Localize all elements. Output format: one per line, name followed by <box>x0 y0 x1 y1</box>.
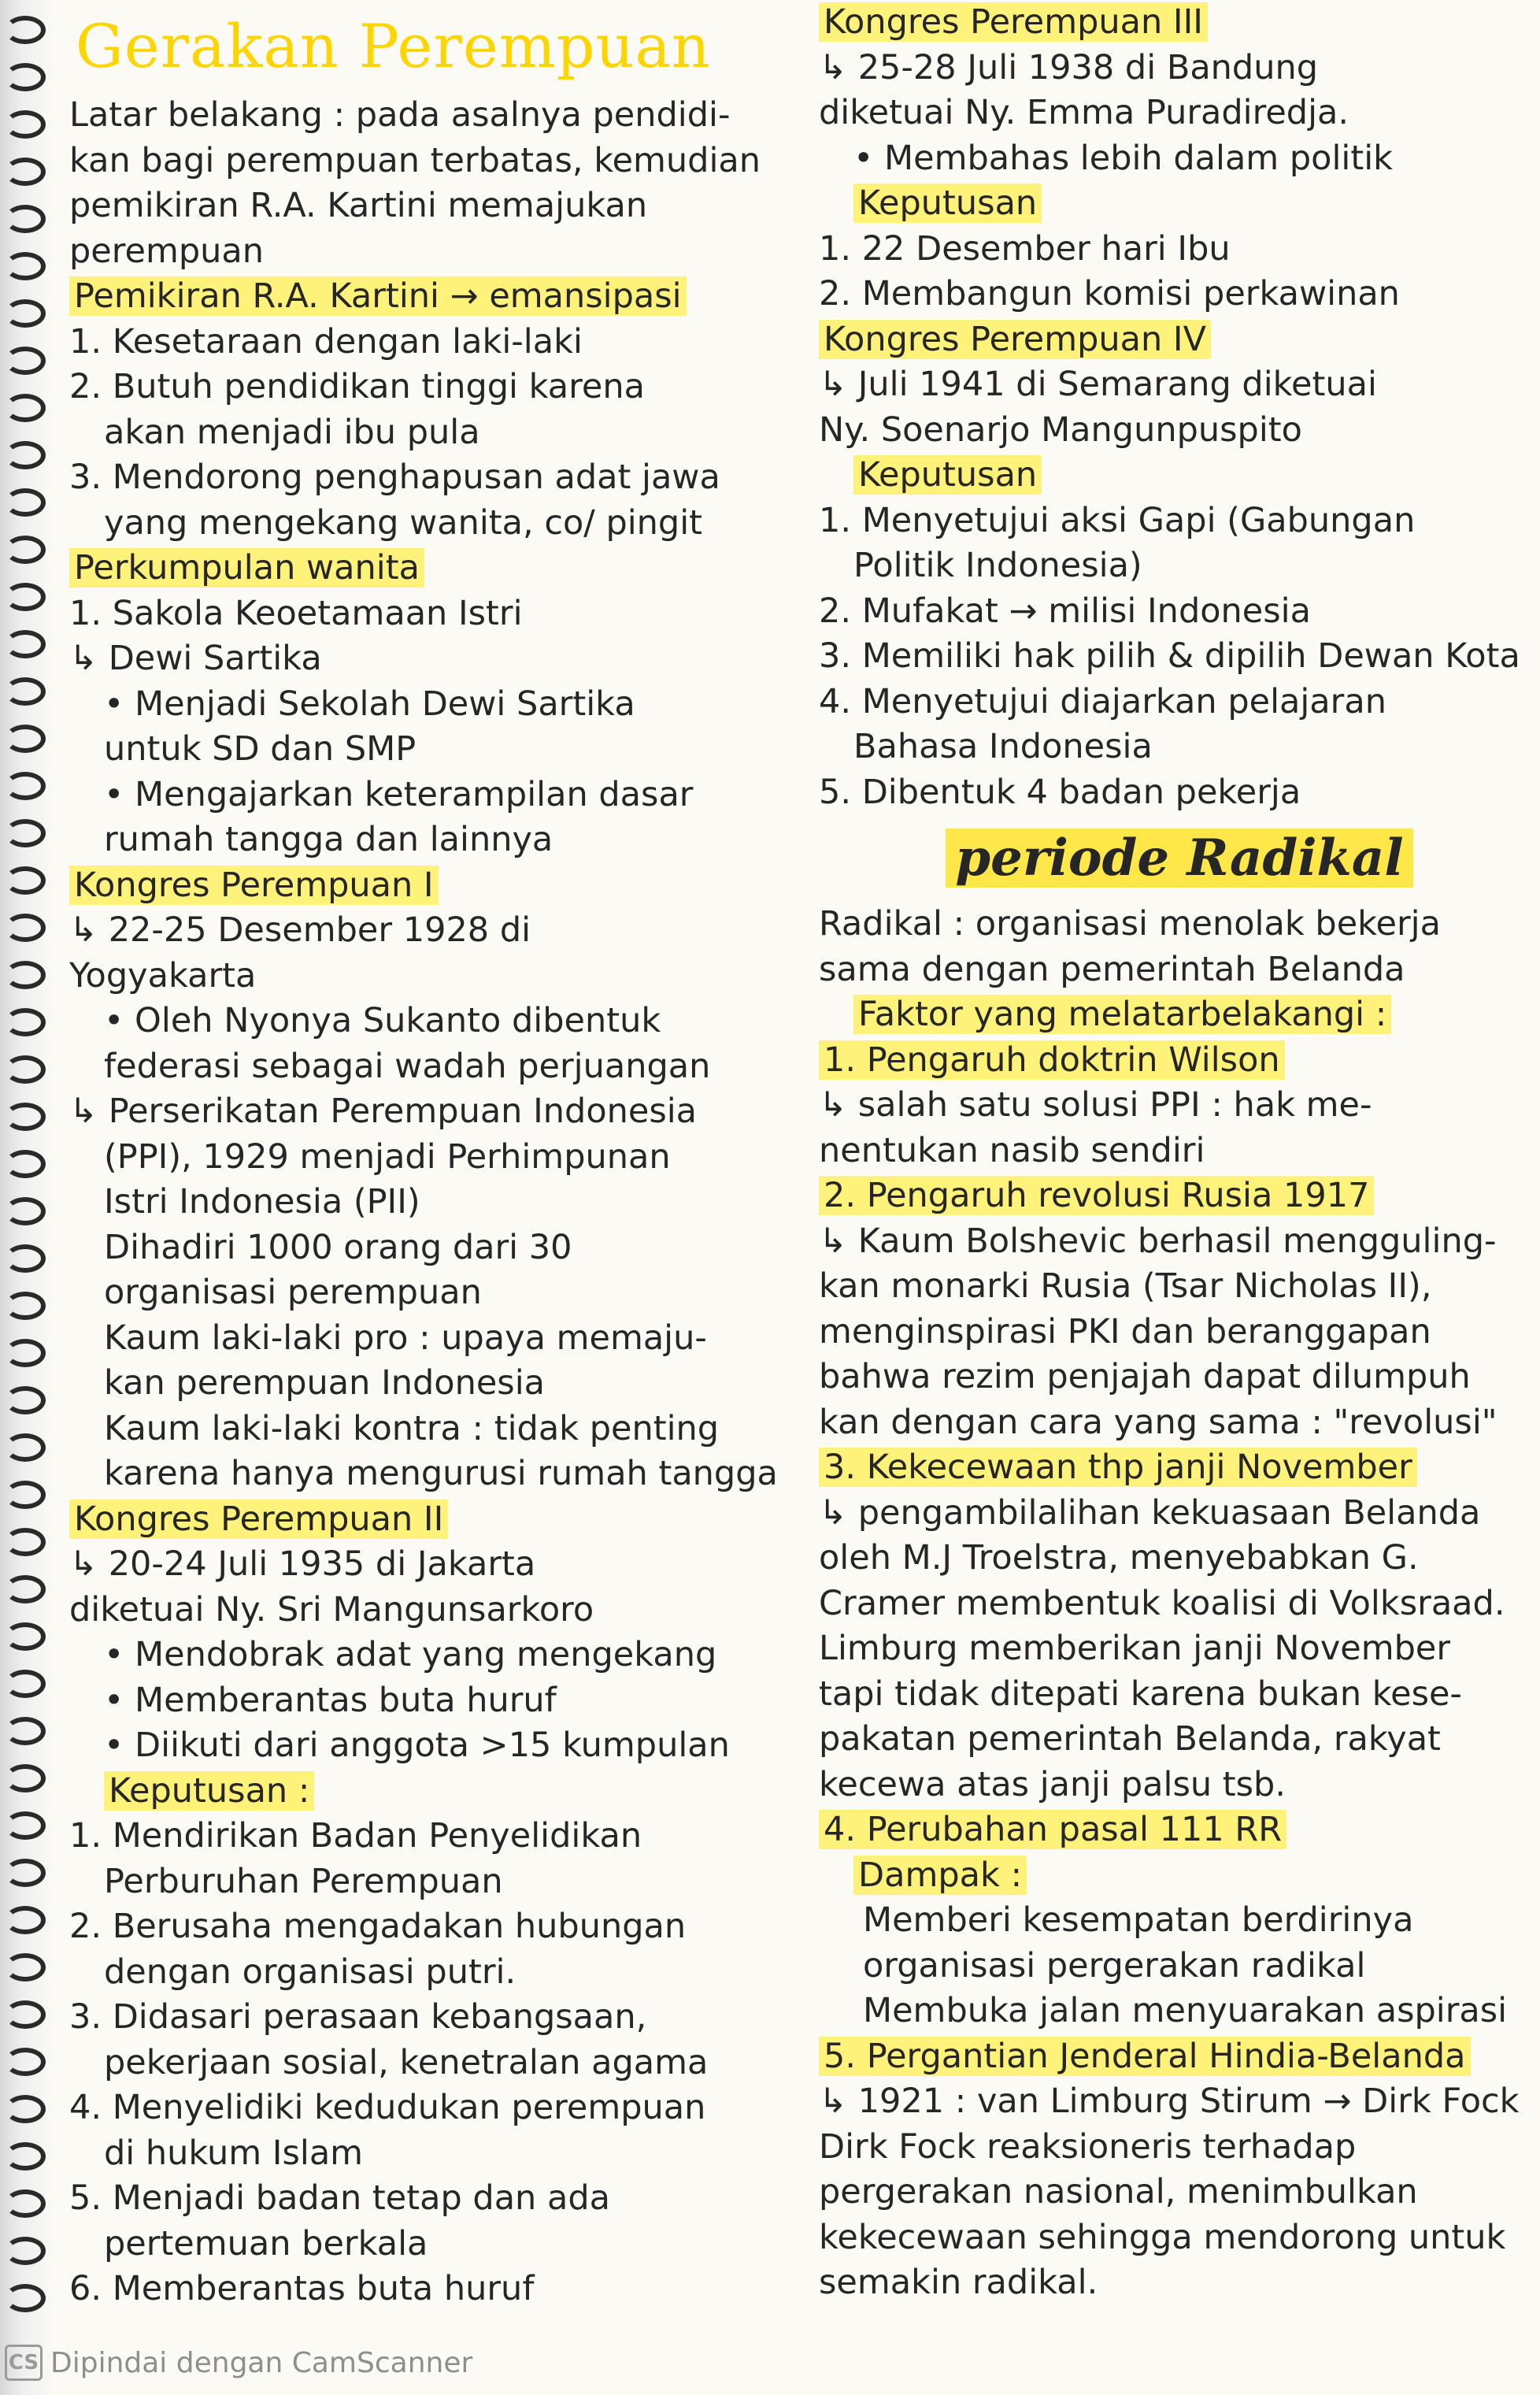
right-column <box>819 0 1540 2306</box>
note-text: ↳ salah satu solusi PPI : hak me- <box>819 1085 1372 1125</box>
note-line <box>819 136 1540 182</box>
note-text: Kaum laki-laki pro : upaya memaju- <box>104 1318 707 1358</box>
note-line <box>69 908 801 954</box>
note-text: pemikiran R.A. Kartini memajukan <box>69 186 648 225</box>
spiral-ring <box>5 158 46 186</box>
highlighted-text: Keputusan <box>853 455 1042 495</box>
note-line <box>819 272 1540 317</box>
note-text: 4. Menyetujui diajarkan pelajaran <box>819 681 1386 721</box>
spiral-ring <box>5 394 46 422</box>
note-line <box>819 362 1540 408</box>
highlighted-text: 3. Kekecewaan thp janji November <box>819 1448 1417 1487</box>
spiral-ring <box>5 1339 46 1367</box>
note-line <box>69 365 801 410</box>
spiral-ring <box>5 1292 46 1320</box>
highlighted-text: Dampak : <box>853 1856 1027 1895</box>
note-line <box>819 902 1540 947</box>
note-line <box>819 1807 1540 1853</box>
note-text: (PPI), 1929 menjadi Perhimpunan <box>104 1136 671 1177</box>
spiral-ring <box>5 2142 46 2171</box>
note-line <box>819 499 1540 544</box>
note-line <box>819 2034 1540 2080</box>
note-text: untuk SD dan SMP <box>104 729 416 769</box>
spiral-ring <box>5 1386 46 1414</box>
note-text: kan dengan cara yang sama : "revolusi" <box>819 1402 1497 1442</box>
note-line <box>69 139 801 184</box>
note-text: semakin radikal. <box>819 2263 1098 2302</box>
note-line <box>819 770 1540 816</box>
spiral-ring <box>5 819 46 847</box>
note-text: ↳ Dewi Sartika <box>69 639 322 678</box>
note-line <box>69 1904 801 1950</box>
spiral-ring <box>5 1528 46 1556</box>
section-title-periode-radikal <box>819 815 1540 902</box>
note-line <box>69 954 801 999</box>
note-line <box>69 2085 801 2131</box>
spiral-ring <box>5 299 46 328</box>
spiral-ring <box>5 1953 46 1982</box>
note-line <box>819 1264 1540 1310</box>
note-line <box>69 1451 801 1497</box>
note-text: 6. Memberantas buta huruf <box>69 2269 535 2308</box>
note-line <box>69 2267 801 2312</box>
note-line <box>819 1672 1540 1718</box>
note-line <box>819 1355 1540 1400</box>
note-line <box>819 2125 1540 2171</box>
note-text: Radikal : organisasi menolak bekerja <box>819 904 1441 944</box>
note-line <box>819 408 1540 454</box>
note-line <box>819 992 1540 1038</box>
note-text: dengan organisasi putri. <box>104 1952 516 1992</box>
right-notes-top <box>819 0 1540 815</box>
note-line <box>69 1270 801 1316</box>
note-line <box>69 455 801 501</box>
note-text: diketuai Ny. Sri Mangunsarkoro <box>69 1589 594 1629</box>
note-text: Yogyakarta <box>69 955 257 995</box>
note-text: kekecewaan sehingga mendorong untuk <box>819 2217 1506 2257</box>
note-line <box>69 410 801 456</box>
note-text: 3. Didasari perasaan kebangsaan, <box>69 1997 647 2037</box>
note-line <box>69 1407 801 1452</box>
note-line <box>819 1083 1540 1129</box>
note-text: di hukum Islam <box>104 2133 364 2173</box>
spiral-ring <box>5 110 46 139</box>
note-line <box>69 2222 801 2267</box>
note-text: Kaum laki-laki kontra : tidak penting <box>104 1408 720 1448</box>
note-line <box>819 2215 1540 2261</box>
note-line <box>69 1225 801 1271</box>
spiral-ring <box>5 347 46 375</box>
note-line <box>819 543 1540 589</box>
note-line <box>69 2131 801 2177</box>
note-line <box>819 680 1540 725</box>
note-line <box>69 93 801 139</box>
note-line <box>819 1536 1540 1581</box>
note-line <box>69 1995 801 2041</box>
note-line <box>69 229 801 275</box>
highlighted-text: Perkumpulan wanita <box>69 548 424 588</box>
note-text: Politik Indonesia) <box>853 546 1142 585</box>
note-line <box>819 634 1540 680</box>
spiral-ring <box>5 536 46 564</box>
spiral-ring <box>5 2048 46 2076</box>
note-text: federasi sebagai wadah perjuangan <box>104 1046 711 1086</box>
note-text: ↳ 1921 : van Limburg Stirum → Dirk Fock <box>819 2082 1520 2121</box>
note-line <box>819 46 1540 91</box>
spiral-ring <box>5 1811 46 1840</box>
note-line <box>819 1717 1540 1763</box>
note-line <box>69 863 801 909</box>
note-line <box>69 274 801 320</box>
note-text: • Menjadi Sekolah Dewi Sartika <box>104 684 635 724</box>
spiral-ring <box>5 1575 46 1603</box>
spiral-ring <box>5 1008 46 1036</box>
note-line <box>69 999 801 1044</box>
note-text: Memberi kesempatan berdirinya <box>863 1900 1414 1940</box>
note-line <box>819 1626 1540 1672</box>
highlighted-text: 4. Perubahan pasal 111 RR <box>819 1810 1286 1849</box>
note-text: rumah tangga dan lainnya <box>104 820 553 859</box>
note-text: pertemuan berkala <box>104 2223 428 2263</box>
note-line <box>69 320 801 365</box>
spiral-ring <box>5 1717 46 1745</box>
note-line <box>69 1769 801 1815</box>
note-text: 3. Memiliki hak pilih & dipilih Dewan Kota <box>819 636 1520 676</box>
spiral-ring <box>5 488 46 517</box>
highlighted-text: Pemikiran R.A. Kartini → emansipasi <box>69 276 687 316</box>
note-text: ↳ Perserikatan Perempuan Indonesia <box>69 1092 698 1131</box>
note-text: 3. Mendorong penghapusan adat jawa <box>69 458 720 497</box>
note-text: Latar belakang : pada asalnya pendidi- <box>69 95 731 135</box>
note-text: tapi tidak ditepati karena bukan kese- <box>819 1674 1462 1714</box>
note-line <box>819 1898 1540 1944</box>
note-text: kecewa atas janji palsu tsb. <box>819 1764 1286 1804</box>
spiral-ring <box>5 2284 46 2312</box>
note-line <box>69 1316 801 1362</box>
note-line <box>819 1038 1540 1084</box>
note-text: menginspirasi PKI dan beranggapan <box>819 1311 1431 1351</box>
spiral-ring <box>5 1055 46 1084</box>
note-line <box>819 2170 1540 2215</box>
spiral-ring <box>5 961 46 989</box>
note-text: yang mengekang wanita, co/ pingit <box>104 502 703 543</box>
section-title-text: periode Radikal <box>946 829 1412 888</box>
note-text: Perburuhan Perempuan <box>104 1861 503 1901</box>
note-line <box>69 682 801 728</box>
spiral-ring <box>5 252 46 280</box>
note-line <box>819 1173 1540 1219</box>
note-line <box>69 1044 801 1090</box>
note-text: kan monarki Rusia (Tsar Nicholas II), <box>819 1266 1432 1306</box>
note-text: • Membahas lebih dalam politik <box>853 138 1394 178</box>
note-text: bahwa rezim penjajah dapat dilumpuh <box>819 1357 1471 1396</box>
note-line <box>69 1542 801 1588</box>
highlighted-text: Kongres Perempuan III <box>819 2 1208 42</box>
spiral-ring <box>5 1622 46 1651</box>
note-text: Ny. Soenarjo Mangunpuspito <box>819 410 1302 450</box>
spiral-ring <box>5 1150 46 1178</box>
spiral-ring <box>5 63 46 91</box>
note-text: nentukan nasib sendiri <box>819 1130 1205 1170</box>
note-text: kan perempuan Indonesia <box>104 1363 546 1403</box>
spiral-ring <box>5 630 46 658</box>
spiral-ring <box>5 1103 46 1131</box>
note-text: 5. Menjadi badan tetap dan ada <box>69 2178 610 2218</box>
note-text: Membuka jalan menyuarakan aspirasi <box>863 1991 1508 2030</box>
note-line <box>69 1588 801 1633</box>
note-text: akan menjadi ibu pula <box>104 412 480 452</box>
note-line <box>819 589 1540 635</box>
highlighted-text: Keputusan <box>853 184 1042 223</box>
note-text: 2. Mufakat → milisi Indonesia <box>819 591 1311 631</box>
note-line <box>69 1814 801 1859</box>
note-line <box>69 2176 801 2222</box>
note-line <box>819 1219 1540 1265</box>
scanner-watermark-text: Dipindai dengan CamScanner <box>50 2346 473 2379</box>
note-text: ↳ Kaum Bolshevic berhasil mengguling- <box>819 1221 1497 1261</box>
note-text: • Oleh Nyonya Sukanto dibentuk <box>104 1001 661 1040</box>
note-line <box>69 1497 801 1543</box>
spiral-ring <box>5 2095 46 2123</box>
note-line <box>819 1989 1540 2034</box>
highlighted-text: Kongres Perempuan I <box>69 866 439 905</box>
note-line <box>819 181 1540 227</box>
note-text: • Mendobrak adat yang mengekang <box>104 1635 717 1674</box>
note-text: ↳ pengambilalihan kekuasaan Belanda <box>819 1492 1481 1533</box>
spiral-ring <box>5 1197 46 1225</box>
note-text: 5. Dibentuk 4 badan pekerja <box>819 772 1301 812</box>
note-line <box>819 2260 1540 2306</box>
spiral-ring <box>5 772 46 800</box>
spiral-ring <box>5 866 46 895</box>
page-title: Gerakan Perempuan <box>76 11 711 81</box>
note-text: 1. Menyetujui aksi Gapi (Gabungan <box>819 500 1416 540</box>
note-line <box>819 1853 1540 1899</box>
note-line <box>819 947 1540 993</box>
note-text: karena hanya mengurusi rumah tangga <box>104 1454 778 1493</box>
right-notes-bottom <box>819 902 1540 2306</box>
spiral-ring <box>5 2189 46 2218</box>
note-line <box>69 1361 801 1407</box>
note-text: ↳ 22-25 Desember 1928 di <box>69 910 531 950</box>
note-text: Bahasa Indonesia <box>853 727 1153 766</box>
left-notes <box>69 93 801 2312</box>
note-line <box>69 727 801 773</box>
note-text: ↳ 20-24 Juli 1935 di Jakarta <box>69 1544 536 1584</box>
note-line <box>69 1135 801 1181</box>
spiral-ring <box>5 1859 46 1887</box>
note-text: kan bagi perempuan terbatas, kemudian <box>69 140 761 180</box>
notebook-spiral-binding <box>0 0 55 2395</box>
note-line <box>69 184 801 229</box>
note-line <box>819 1400 1540 1446</box>
note-text: organisasi pergerakan radikal <box>863 1945 1366 1985</box>
note-text: 2. Butuh pendidikan tinggi karena <box>69 367 645 406</box>
note-text: ↳ Juli 1941 di Semarang diketuai <box>819 365 1377 404</box>
spiral-ring <box>5 1244 46 1273</box>
note-text: 1. Sakola Keoetamaan Istri <box>69 593 523 633</box>
spiral-ring <box>5 1670 46 1698</box>
spiral-ring <box>5 2000 46 2029</box>
note-text: 1. 22 Desember hari Ibu <box>819 228 1231 269</box>
spiral-ring <box>5 914 46 942</box>
camscanner-logo-icon: CS <box>5 2345 43 2381</box>
highlighted-text: 2. Pengaruh revolusi Rusia 1917 <box>819 1176 1374 1215</box>
note-text: pergerakan nasional, menimbulkan <box>819 2172 1418 2211</box>
note-text: Dihadiri 1000 orang dari 30 <box>104 1227 572 1267</box>
spiral-ring <box>5 441 46 469</box>
note-text: diketuai Ny. Emma Puradiredja. <box>819 93 1349 132</box>
note-line <box>819 1445 1540 1491</box>
note-line <box>69 1633 801 1678</box>
note-text: Limburg memberikan janji November <box>819 1629 1451 1668</box>
highlighted-text: Kongres Perempuan IV <box>819 320 1211 359</box>
note-text: 2. Berusaha mengadakan hubungan <box>69 1907 687 1946</box>
note-text: perempuan <box>69 231 264 271</box>
spiral-ring <box>5 1433 46 1462</box>
note-line <box>69 1089 801 1135</box>
highlighted-text: 5. Pergantian Jenderal Hindia-Belanda <box>819 2037 1471 2076</box>
note-text: organisasi perempuan <box>104 1273 482 1312</box>
note-text: Cramer membentuk koalisi di Volksraad. <box>819 1583 1505 1623</box>
highlighted-text: 1. Pengaruh doktrin Wilson <box>819 1040 1285 1080</box>
note-line <box>69 591 801 637</box>
note-line <box>69 817 801 863</box>
spiral-ring <box>5 1764 46 1793</box>
spiral-ring <box>5 583 46 611</box>
note-text: oleh M.J Troelstra, menyebabkan G. <box>819 1538 1419 1578</box>
note-text: • Memberantas buta huruf <box>104 1680 557 1720</box>
note-text: 4. Menyelidiki kedudukan perempuan <box>69 2088 706 2127</box>
highlighted-text: Kongres Perempuan II <box>69 1500 448 1539</box>
note-line <box>819 317 1540 363</box>
note-line <box>69 1678 801 1724</box>
highlighted-text: Faktor yang melatarbelakangi : <box>853 995 1391 1034</box>
note-line <box>69 546 801 591</box>
left-column <box>69 0 801 2312</box>
spiral-ring <box>5 1481 46 1509</box>
spiral-ring <box>5 205 46 233</box>
note-line <box>819 1581 1540 1627</box>
note-line <box>69 2041 801 2086</box>
note-line <box>69 636 801 682</box>
note-line <box>69 1950 801 1996</box>
note-line <box>819 453 1540 499</box>
note-text: • Mengajarkan keterampilan dasar <box>104 774 694 814</box>
note-line <box>819 725 1540 770</box>
note-text: 1. Kesetaraan dengan laki-laki <box>69 321 583 361</box>
spiral-ring <box>5 725 46 753</box>
note-text: Istri Indonesia (PII) <box>104 1182 420 1222</box>
note-line <box>819 1310 1540 1355</box>
note-line <box>69 773 801 818</box>
note-line <box>819 1763 1540 1808</box>
note-text: 1. Mendirikan Badan Penyelidikan <box>69 1816 642 1856</box>
spiral-ring <box>5 1906 46 1934</box>
note-line <box>819 227 1540 272</box>
spiral-ring <box>5 16 46 44</box>
note-text: Dirk Fock reaksioneris terhadap <box>819 2126 1357 2167</box>
note-line <box>69 1180 801 1225</box>
scanner-watermark <box>5 2341 493 2385</box>
note-line <box>69 501 801 547</box>
note-text: • Diikuti dari anggota >15 kumpulan <box>104 1726 730 1765</box>
note-text: 2. Membangun komisi perkawinan <box>819 274 1400 313</box>
note-line <box>819 2079 1540 2125</box>
note-text: pakatan pemerintah Belanda, rakyat <box>819 1719 1441 1759</box>
note-line <box>69 1723 801 1769</box>
note-line <box>819 1944 1540 1989</box>
highlighted-text: Keputusan : <box>104 1771 314 1811</box>
note-line <box>819 0 1540 46</box>
note-line <box>819 91 1540 136</box>
note-text: pekerjaan sosial, kenetralan agama <box>104 2042 709 2082</box>
note-text: ↳ 25-28 Juli 1938 di Bandung <box>819 47 1319 87</box>
spiral-ring <box>5 2237 46 2265</box>
note-line <box>819 1491 1540 1537</box>
note-text: sama dengan pemerintah Belanda <box>819 949 1405 989</box>
note-line <box>69 1859 801 1905</box>
note-line <box>819 1129 1540 1174</box>
spiral-ring <box>5 677 46 706</box>
